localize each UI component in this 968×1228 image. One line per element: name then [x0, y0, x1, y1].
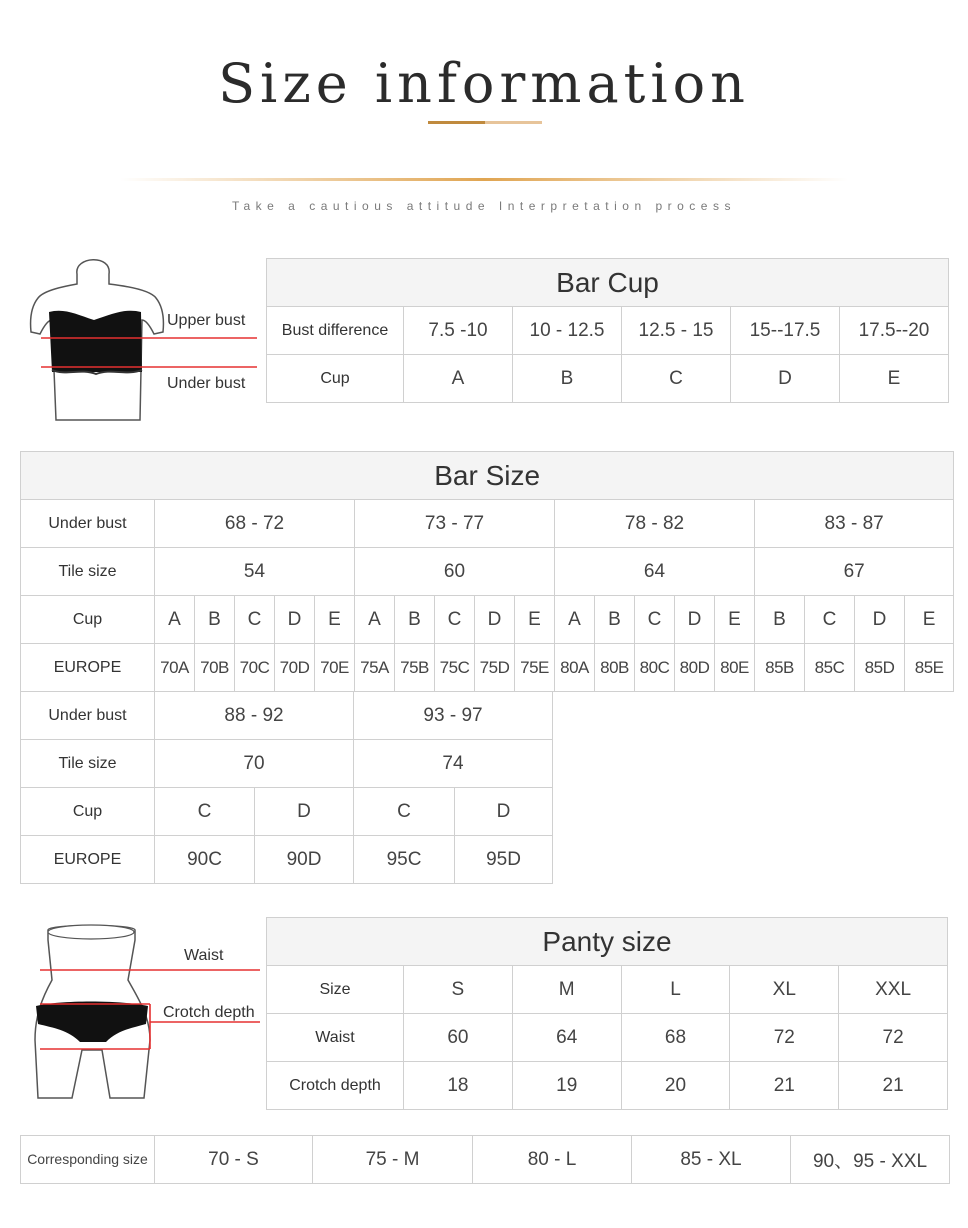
europe-cell: 80A	[555, 644, 595, 692]
under-bust-label: Under bust	[167, 375, 246, 392]
bar-cup-table	[266, 258, 949, 403]
crotch-depth-cell: 19	[512, 1062, 621, 1110]
bar-cup-title: Bar Cup	[267, 259, 949, 307]
europe-cell: 90C	[155, 836, 255, 884]
size-cell: S	[404, 966, 513, 1014]
upper-bust-label: Upper bust	[167, 312, 246, 329]
tile-size-cell: 64	[555, 548, 755, 596]
europe-cell: 85D	[855, 644, 905, 692]
europe-cell: 70E	[315, 644, 355, 692]
size-cell: XL	[730, 966, 839, 1014]
tile-size-cell: 70	[155, 740, 354, 788]
corresponding-size-cell: 85 - XL	[632, 1136, 791, 1184]
crotch-depth-cell: 20	[621, 1062, 730, 1110]
bust-difference-cell: 17.5--20	[840, 307, 949, 355]
cup-cell: D	[475, 596, 515, 644]
cup-cell: B	[755, 596, 805, 644]
europe-cell: 70C	[235, 644, 275, 692]
under-bust-cell: 68 - 72	[155, 500, 355, 548]
cup-cell: C	[805, 596, 855, 644]
bust-difference-label: Bust difference	[267, 307, 404, 355]
tile-size-row-label: Tile size	[21, 548, 155, 596]
cup-row-label: Cup	[21, 788, 155, 836]
cup-cell: D	[675, 596, 715, 644]
panty-size-table	[266, 917, 948, 1110]
cup-cell: D	[255, 788, 354, 836]
page-subtitle: Take a cautious attitude Interpretation process	[232, 199, 736, 213]
europe-cell: 95D	[455, 836, 553, 884]
bar-size-title: Bar Size	[21, 452, 954, 500]
cup-cell: B	[195, 596, 235, 644]
cup-cell: D	[455, 788, 553, 836]
cup-cell: E	[715, 596, 755, 644]
title-underline	[428, 121, 542, 124]
europe-cell: 80B	[595, 644, 635, 692]
europe-cell: 80D	[675, 644, 715, 692]
cup-cell: D	[275, 596, 315, 644]
bust-difference-cell: 10 - 12.5	[513, 307, 622, 355]
corresponding-size-cell: 80 - L	[473, 1136, 632, 1184]
crotch-depth-cell: 21	[839, 1062, 948, 1110]
bra-mannequin-icon	[14, 250, 264, 425]
europe-row-label: EUROPE	[21, 644, 155, 692]
cup-cell: A	[555, 596, 595, 644]
corresponding-size-label: Corresponding size	[21, 1136, 155, 1184]
under-bust-cell: 78 - 82	[555, 500, 755, 548]
cup-cell: A	[355, 596, 395, 644]
under-bust-cell: 83 - 87	[755, 500, 954, 548]
tile-size-cell: 74	[354, 740, 553, 788]
crotch-depth-row-label: Crotch depth	[267, 1062, 404, 1110]
under-bust-cell: 73 - 77	[355, 500, 555, 548]
europe-cell: 75B	[395, 644, 435, 692]
size-row-label: Size	[267, 966, 404, 1014]
europe-cell: 75D	[475, 644, 515, 692]
cup-cell: B	[595, 596, 635, 644]
corresponding-size-cell: 90、95 - XXL	[791, 1136, 950, 1184]
under-bust-cell: 93 - 97	[354, 692, 553, 740]
cup-cell: E	[515, 596, 555, 644]
waist-row-label: Waist	[267, 1014, 404, 1062]
under-bust-cell: 88 - 92	[155, 692, 354, 740]
cup-cell: D	[731, 355, 840, 403]
panty-figure	[20, 920, 265, 1105]
europe-cell: 95C	[354, 836, 455, 884]
tile-size-cell: 60	[355, 548, 555, 596]
bar-size-table-extended	[20, 691, 553, 884]
page-title: Size information	[218, 52, 750, 115]
cup-cell: C	[435, 596, 475, 644]
europe-cell: 70D	[275, 644, 315, 692]
cup-cell: E	[315, 596, 355, 644]
europe-cell: 80E	[715, 644, 755, 692]
cup-row-label: Cup	[21, 596, 155, 644]
waist-cell: 68	[621, 1014, 730, 1062]
waist-cell: 72	[839, 1014, 948, 1062]
europe-cell: 80C	[635, 644, 675, 692]
cup-cell: A	[404, 355, 513, 403]
europe-cell: 85E	[905, 644, 954, 692]
europe-cell: 75C	[435, 644, 475, 692]
cup-cell: C	[354, 788, 455, 836]
waist-cell: 72	[730, 1014, 839, 1062]
bar-size-table	[20, 451, 954, 692]
europe-cell: 70A	[155, 644, 195, 692]
waist-cell: 60	[404, 1014, 513, 1062]
cup-cell: D	[855, 596, 905, 644]
under-bust-row-label: Under bust	[21, 692, 155, 740]
tile-size-cell: 54	[155, 548, 355, 596]
cup-cell: C	[622, 355, 731, 403]
cup-cell: C	[235, 596, 275, 644]
crotch-depth-cell: 18	[404, 1062, 513, 1110]
corresponding-size-cell: 70 - S	[155, 1136, 313, 1184]
europe-cell: 90D	[255, 836, 354, 884]
europe-cell: 70B	[195, 644, 235, 692]
europe-cell: 85C	[805, 644, 855, 692]
europe-cell: 75E	[515, 644, 555, 692]
europe-cell: 75A	[355, 644, 395, 692]
panty-size-title: Panty size	[267, 918, 948, 966]
europe-row-label: EUROPE	[21, 836, 155, 884]
bust-figure	[14, 250, 264, 425]
bust-difference-cell: 12.5 - 15	[622, 307, 731, 355]
tile-size-row-label: Tile size	[21, 740, 155, 788]
cup-cell: E	[840, 355, 949, 403]
cup-cell: B	[513, 355, 622, 403]
corresponding-size-cell: 75 - M	[313, 1136, 473, 1184]
bust-difference-cell: 7.5 -10	[404, 307, 513, 355]
bust-difference-cell: 15--17.5	[731, 307, 840, 355]
waist-label: Waist	[184, 947, 224, 964]
cup-cell: A	[155, 596, 195, 644]
corresponding-size-table	[20, 1135, 950, 1184]
cup-label: Cup	[267, 355, 404, 403]
waist-cell: 64	[512, 1014, 621, 1062]
cup-cell: B	[395, 596, 435, 644]
cup-cell: C	[155, 788, 255, 836]
size-cell: L	[621, 966, 730, 1014]
cup-cell: C	[635, 596, 675, 644]
europe-cell: 85B	[755, 644, 805, 692]
cup-cell: E	[905, 596, 954, 644]
tile-size-cell: 67	[755, 548, 954, 596]
crotch-depth-cell: 21	[730, 1062, 839, 1110]
crotch-depth-label: Crotch depth	[163, 1004, 255, 1021]
size-cell: M	[512, 966, 621, 1014]
under-bust-row-label: Under bust	[21, 500, 155, 548]
divider-line	[120, 178, 848, 181]
size-cell: XXL	[839, 966, 948, 1014]
